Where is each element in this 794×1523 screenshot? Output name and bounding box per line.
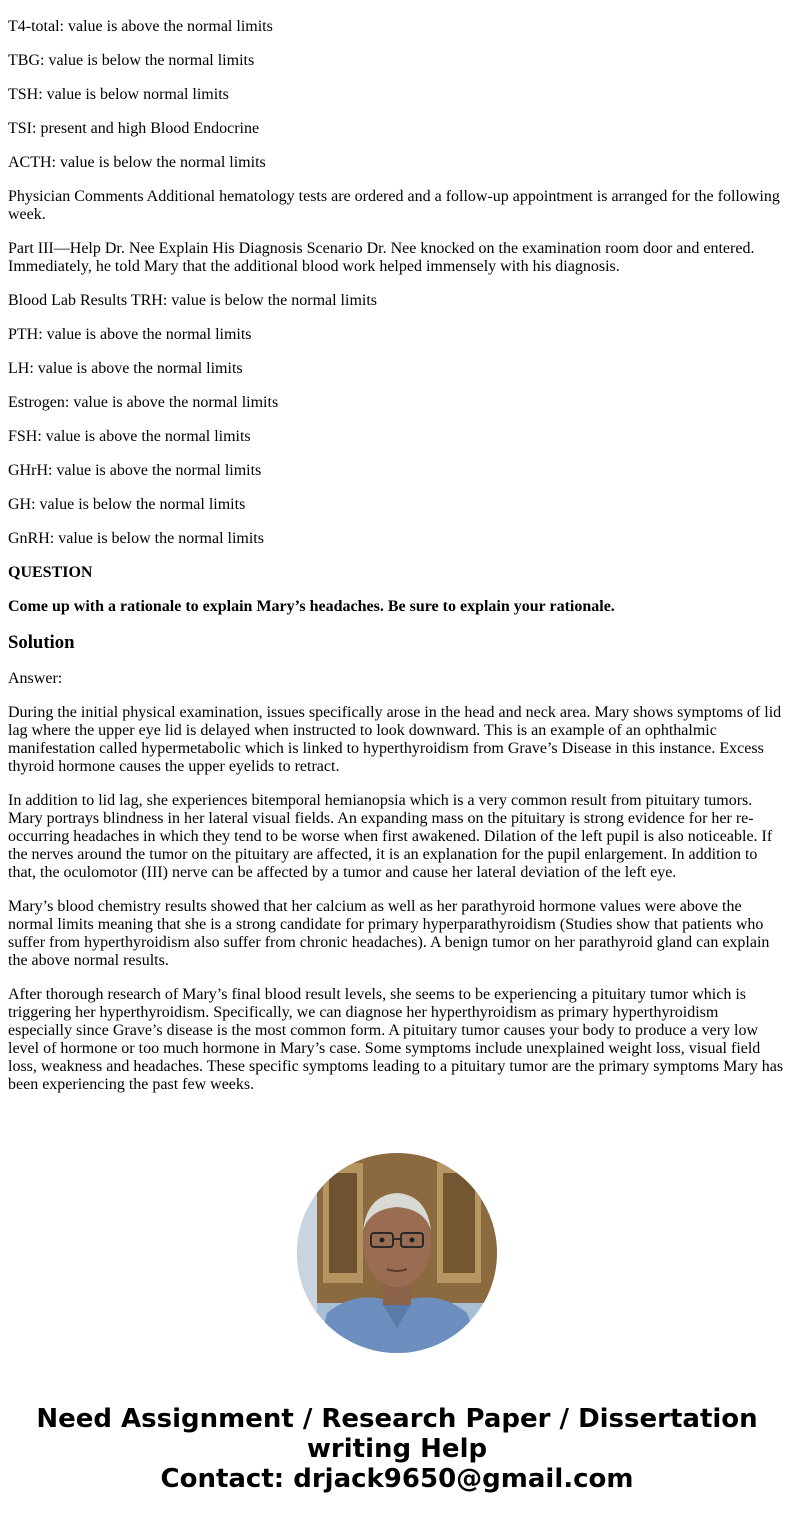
author-photo: [297, 1153, 497, 1353]
solution-heading: Solution: [8, 632, 75, 653]
lab-result-tsi: TSI: present and high Blood Endocrine: [8, 120, 260, 137]
answer-paragraph-2: In addition to lid lag, she experiences bitemporal hemianopsia which is a very common result from pituitary tumors. Mary portrays blindness in her lateral visual fields. An expanding mass on the pituitary is strong evidence for her re-occurring headaches in which they tend to be worse when first awakened. Dilation of the left pupil is also noticeable. If the nerves around the tumor on the pituitary are affected, it is an explanation for the pupil enlargement. In addition to that, the oculomotor (III) nerve can be affected by a tumor and cause her lateral deviation of the left eye.: [8, 792, 773, 881]
answer-paragraph-1: During the initial physical examination, issues specifically arose in the head and neck area. Mary shows symptoms of lid lag where the upper eye lid is delayed when instructed to look downward. This is an example of an ophthalmic manifestation called hypermetabolic which is linked to hyperthyroidism from Grave’s Disease in this instance. Excess thyroid hormone causes the upper eyelids to retract.: [8, 704, 782, 775]
answer-paragraph-4: After thorough research of Mary’s final blood result levels, she seems to be experiencing a pituitary tumor which is triggering her hyperthyroidism. Specifically, we can diagnose her hyperthyroidism as primary hyperthyroidism especially since Grave’s disease is the most common form. A pituitary tumor causes your body to produce a very low level of hormone or too much hormone in Mary’s case. Some symptoms include unexplained weight loss, visual field loss, weakness and headaches. These specific symptoms leading to a pituitary tumor are the primary symptoms Mary has been experiencing the past few weeks.: [8, 986, 784, 1093]
lab-result-gh: GH: value is below the normal limits: [8, 496, 246, 513]
part3-scenario: Part III—Help Dr. Nee Explain His Diagnosis Scenario Dr. Nee knocked on the examination room door and entered. Immediately, he told Mary that the additional blood work helped immensely with his diagnosis.: [8, 240, 755, 275]
promo-banner: [0, 1404, 794, 1494]
physician-comments: Physician Comments Additional hematology tests are ordered and a follow-up appointment is arranged for the following week.: [8, 188, 780, 223]
promo-line-1: Need Assignment / Research Paper / Dissertation: [36, 1404, 758, 1434]
lab-result-gnrh: GnRH: value is below the normal limits: [8, 530, 264, 547]
lab-result-fsh: FSH: value is above the normal limits: [8, 428, 251, 445]
lab-result-trh: Blood Lab Results TRH: value is below the normal limits: [8, 292, 378, 309]
promo-line-2: writing Help: [306, 1434, 488, 1464]
lab-result-estrogen: Estrogen: value is above the normal limits: [8, 394, 279, 411]
question-label: QUESTION: [8, 564, 93, 581]
lab-result-ghrh: GHrH: value is above the normal limits: [8, 462, 262, 479]
lab-result-pth: PTH: value is above the normal limits: [8, 326, 252, 343]
promo-contact[interactable]: Contact: drjack9650@gmail.com: [160, 1464, 634, 1494]
answer-label: Answer:: [8, 670, 63, 687]
answer-paragraph-3: Mary’s blood chemistry results showed that her calcium as well as her parathyroid hormone values were above the normal limits meaning that she is a strong candidate for primary hyperparathyroidism (Studies show that patients who suffer from hyperthyroidism also suffer from chronic headaches). A benign tumor on her parathyroid gland can explain the above normal results.: [8, 898, 770, 969]
lab-result-t3: [8, 0, 786, 2]
lab-result-acth: ACTH: value is below the normal limits: [8, 154, 266, 171]
lab-result-tbg: TBG: value is below the normal limits: [8, 52, 255, 69]
lab-result-lh: LH: value is above the normal limits: [8, 360, 243, 377]
author-portrait-image: [297, 1153, 497, 1353]
question-text: Come up with a rationale to explain Mary’s headaches. Be sure to explain your rationale.: [8, 598, 615, 615]
document-body: [8, 0, 786, 1110]
lab-result-tsh: TSH: value is below normal limits: [8, 86, 229, 103]
lab-result-t4: T4-total: value is above the normal limits: [8, 18, 273, 35]
